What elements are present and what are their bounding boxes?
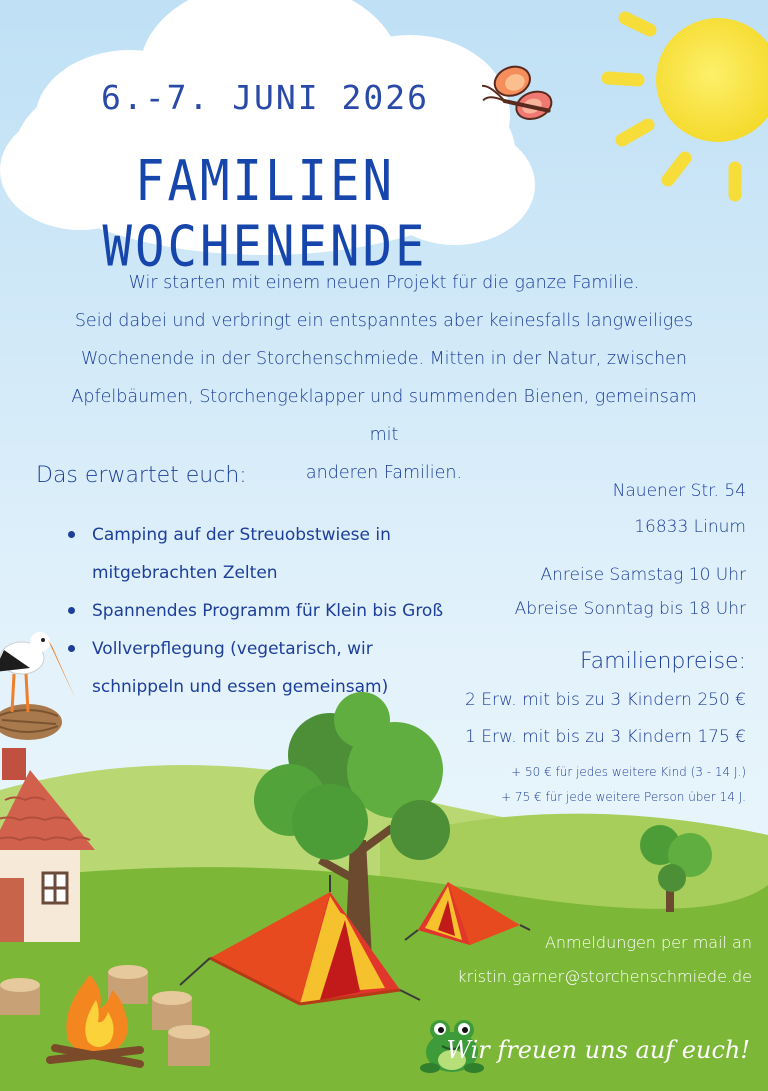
intro-line: anderen Familien. — [305, 463, 463, 483]
closing-text: Wir freuen uns auf euch! — [446, 1036, 750, 1064]
price-item: 2 Erw. mit bis zu 3 Kindern 250 € — [465, 690, 746, 710]
list-item — [62, 592, 462, 630]
signup-text: Anmeldungen per mail an — [544, 933, 752, 952]
list-item-line: mitgebrachten Zelten — [92, 563, 278, 583]
contact-email[interactable]: kristin.garner@storchenschmiede.de — [457, 967, 752, 986]
list-item-line: Camping auf der Streuobstwiese in — [92, 525, 391, 545]
list-item-line: Vollverpflegung (vegetarisch, wir — [92, 639, 373, 659]
price-extra: + 50 € für jedes weitere Kind (3 - 14 J.) — [511, 765, 746, 779]
event-title: FAMILIEN WOCHENENDE — [102, 148, 428, 280]
arrival-time: Anreise Samstag 10 Uhr — [540, 565, 746, 585]
intro-line: Apfelbäumen, Storchengeklapper und summenden Bienen, gemeinsam mit — [71, 387, 697, 445]
event-date: 6.-7. JUNI 2026 — [100, 78, 429, 117]
intro-text — [60, 264, 708, 492]
address-city: 16833 Linum — [634, 517, 746, 537]
prices-heading: Familienpreise: — [580, 649, 746, 674]
intro-line: Wir starten mit einem neuen Projekt für die ganze Familie. — [128, 273, 640, 293]
intro-line: Seid dabei und verbringt ein entspanntes aber keinesfalls langweiliges — [74, 311, 694, 331]
departure-time: Abreise Sonntag bis 18 Uhr — [514, 599, 746, 619]
price-extra: + 75 € für jede weitere Person über 14 J. — [501, 790, 746, 804]
list-item-line: schnippeln und essen gemeinsam) — [92, 677, 389, 697]
list-item-line: Spannendes Programm für Klein bis Groß — [92, 601, 444, 621]
address-street: Nauener Str. 54 — [612, 481, 746, 501]
list-item — [62, 630, 462, 706]
intro-line: Wochenende in der Storchenschmiede. Mitten in der Natur, zwischen — [81, 349, 687, 369]
price-item: 1 Erw. mit bis zu 3 Kindern 175 € — [465, 727, 746, 747]
list-item — [62, 516, 462, 592]
expect-list — [62, 516, 462, 706]
expect-heading: Das erwartet euch: — [36, 463, 247, 488]
